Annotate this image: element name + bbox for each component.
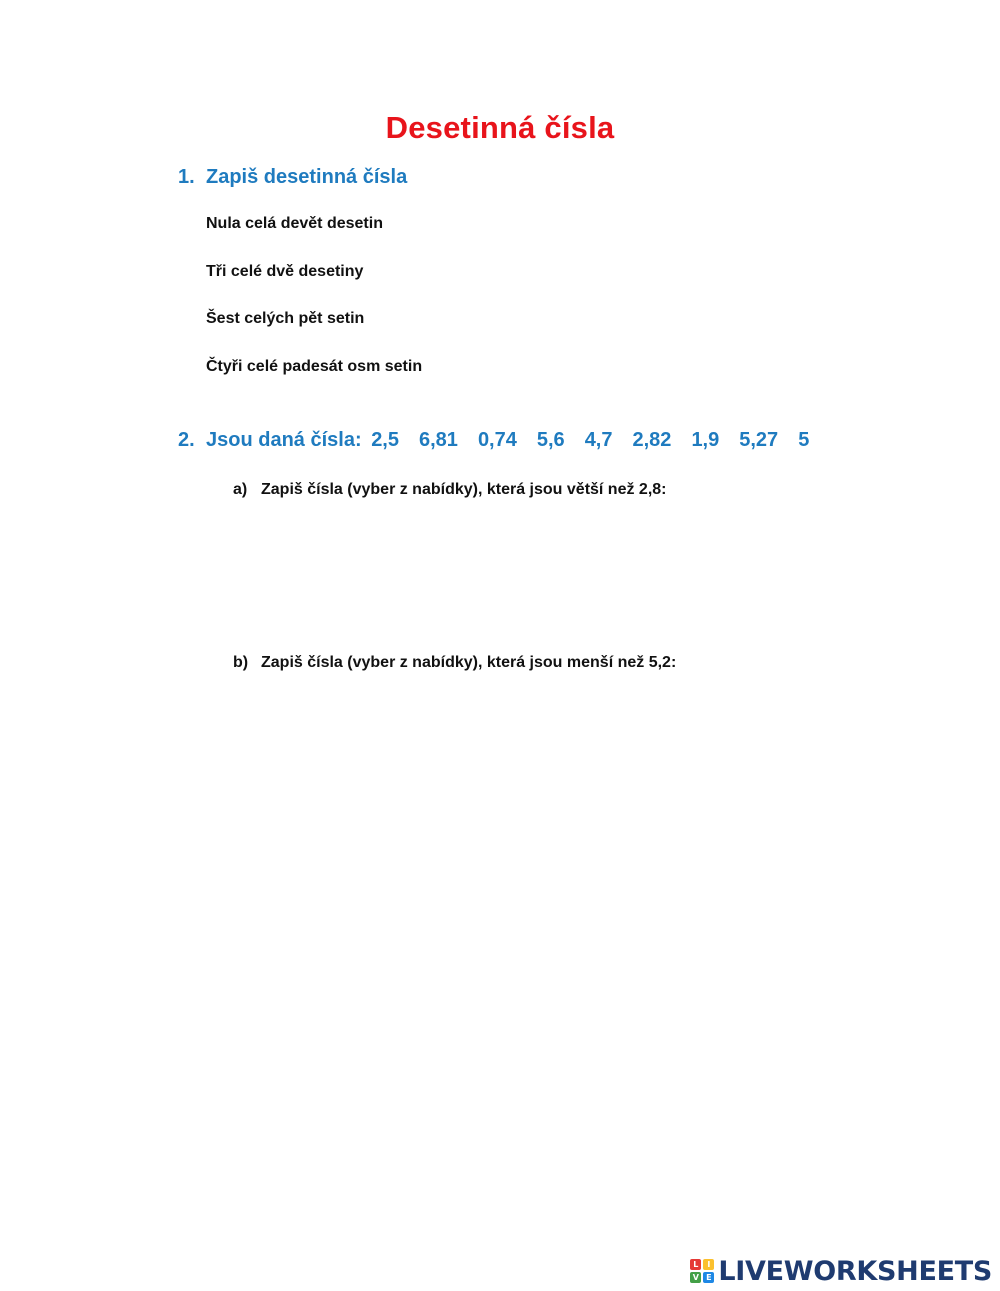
question-2b (233, 654, 676, 672)
brand-text: LIVEWORKSHEETS (718, 1255, 992, 1287)
logo-block-v: V (690, 1272, 701, 1283)
question-2a (233, 481, 667, 499)
number-item: 5,27 (739, 429, 779, 451)
number-item: 0,74 (477, 429, 517, 451)
question-2a-text: Zapiš čísla (vyber z nabídky), která jsou větší než 2,8: (261, 481, 667, 498)
question-2a-letter: a) (233, 481, 248, 498)
number-item: 5 (798, 429, 810, 451)
number-item: 2,82 (632, 429, 672, 451)
number-item: 6,81 (419, 429, 458, 451)
question-1-item-1: Nula celá devět desetin (206, 215, 383, 232)
number-item: 4,7 (584, 429, 613, 451)
question-2-text: Jsou daná čísla: (206, 429, 362, 451)
question-2-number: 2. (178, 429, 195, 451)
question-1-item-2: Tři celé dvě desetiny (206, 263, 364, 280)
page-title: Desetinná čísla (385, 110, 615, 145)
liveworksheets-logo (690, 1254, 992, 1288)
number-item: 5,6 (536, 429, 565, 451)
number-item: 1,9 (691, 429, 720, 451)
number-list (362, 429, 810, 451)
logo-block-e: E (703, 1272, 714, 1283)
number-item: 2,5 (371, 429, 399, 451)
question-1-item-4: Čtyři celé padesát osm setin (206, 358, 423, 375)
question-1-number: 1. (178, 166, 195, 188)
question-1-text: Zapiš desetinná čísla (206, 166, 408, 188)
question-2b-text: Zapiš čísla (vyber z nabídky), která jsou menší než 5,2: (261, 654, 677, 671)
question-1-heading (178, 166, 407, 189)
live-blocks-icon (690, 1259, 714, 1283)
logo-block-i: I (703, 1259, 714, 1270)
question-1-item-3: Šest celých pět setin (206, 310, 365, 327)
question-2b-letter: b) (233, 654, 249, 671)
question-2-heading (178, 429, 809, 452)
logo-block-l: L (690, 1259, 701, 1270)
